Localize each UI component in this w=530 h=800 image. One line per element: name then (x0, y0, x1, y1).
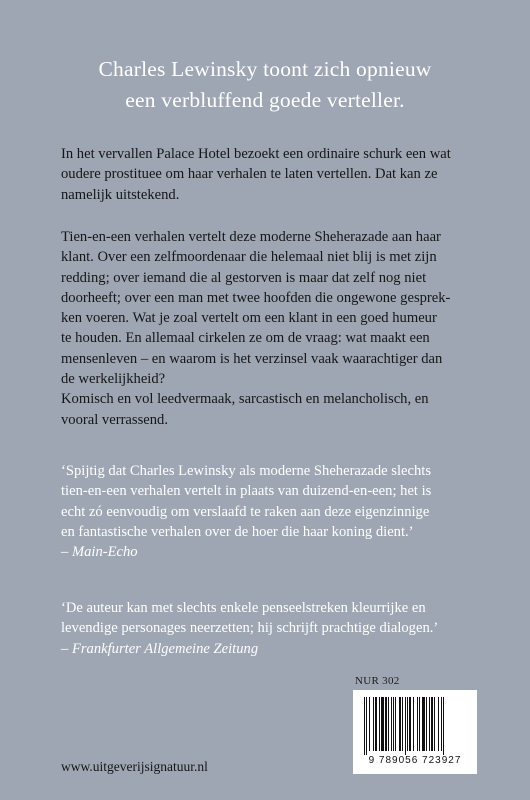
quote-line: ‘De auteur kan met slechts enkele penseelstreken kleurrijke en (61, 600, 426, 616)
quote-line: tien-en-een verhalen vertelt in plaats van duizend-en-een; het is (61, 483, 432, 500)
barcode-bar (381, 697, 384, 751)
barcode-bar (385, 697, 387, 751)
barcode-bar (409, 697, 411, 751)
text-line: In het vervallen Palace Hotel bezoekt een ordinaire schurk een wat (61, 146, 451, 162)
review-quote-main-echo (61, 461, 481, 562)
barcode-bar (443, 697, 444, 755)
text-line: doorheeft; over een man met twee hoofden die ongewone gesprek- (61, 289, 451, 306)
barcode-bar (434, 697, 435, 751)
barcode-bar (405, 697, 406, 755)
barcode-bar (388, 697, 389, 751)
barcode-bar (395, 697, 396, 751)
barcode-bar (364, 697, 365, 755)
barcode-bar (419, 697, 420, 751)
text-line: te houden. En allemaal cirkelen ze om de vraag: wat maakt een (61, 330, 430, 347)
barcode-icon (362, 697, 468, 755)
barcode-bar (431, 697, 433, 751)
text-line: oudere prostituee om haar verhalen te laten vertellen. Dat kan ze (61, 166, 438, 183)
barcode-bar (422, 697, 425, 751)
barcode-bar (429, 697, 430, 751)
barcode-bar (373, 697, 374, 751)
text-line: de werkelijkheid? (61, 371, 166, 388)
headline-line: een verbluffend goede verteller. (125, 88, 405, 112)
barcode-bar (369, 697, 370, 751)
quote-line: levendige personages neerzetten; hij schrijft prachtige dialogen.’ (61, 620, 439, 637)
barcode-bar (413, 697, 414, 751)
isbn-barcode (353, 690, 477, 774)
text-line: Komisch en vol leedvermaak, sarcastisch en melancholisch, en (61, 391, 429, 408)
barcode-bar (407, 697, 408, 751)
quote-line: ‘Spijtig dat Charles Lewinsky als moderne Sheherazade slechts (61, 463, 432, 479)
headline-line: Charles Lewinsky toont zich opnieuw (98, 57, 432, 81)
text-line: klant. Over een zelfmoordenaar die helemaal niet blij is met zijn (61, 249, 437, 266)
headline (0, 54, 530, 116)
blurb-paragraph-1 (61, 144, 481, 205)
quote-line: en fantastische verhalen over de hoer die haar koning dient.’ (61, 523, 414, 540)
text-line: namelijk uitstekend. (61, 186, 180, 203)
barcode-bar (399, 697, 401, 751)
barcode-bar (402, 697, 403, 751)
review-quote-faz (61, 598, 481, 659)
barcode-bar (379, 697, 380, 751)
text-line: Tien-en-een verhalen vertelt deze moderne Sheherazade aan haar (61, 229, 441, 245)
nur-code: NUR 302 (355, 675, 400, 687)
blurb-paragraph-2 (61, 227, 481, 430)
quote-source: – Main-Echo (61, 544, 138, 561)
barcode-bar (375, 697, 377, 751)
text-line: ken voeren. Wat je zoal vertelt om een klant in een goed humeur (61, 310, 437, 327)
text-line: vooral verrassend. (61, 411, 168, 428)
barcode-bar (393, 697, 394, 751)
quote-line: echt zó eenvoudig om verslaafd te raken aan deze eigenzinnige (61, 503, 430, 520)
barcode-bar (417, 697, 418, 751)
text-line: mensenleven – en waarom is het verzinsel vaak waarachtiger dan (61, 350, 443, 367)
barcode-bar (366, 697, 367, 755)
quote-source: – Frankfurter Allgemeine Zeitung (61, 640, 259, 657)
barcode-bar (426, 697, 427, 751)
barcode-bar (438, 697, 439, 751)
barcode-bar (391, 697, 392, 751)
text-line: redding; over iemand die al gestorven is maar dat zelf nog niet (61, 269, 427, 286)
isbn-number: 9 789056 723927 (368, 755, 462, 766)
publisher-website: www.uitgeverijsignatuur.nl (61, 759, 208, 774)
barcode-bar (441, 697, 442, 751)
